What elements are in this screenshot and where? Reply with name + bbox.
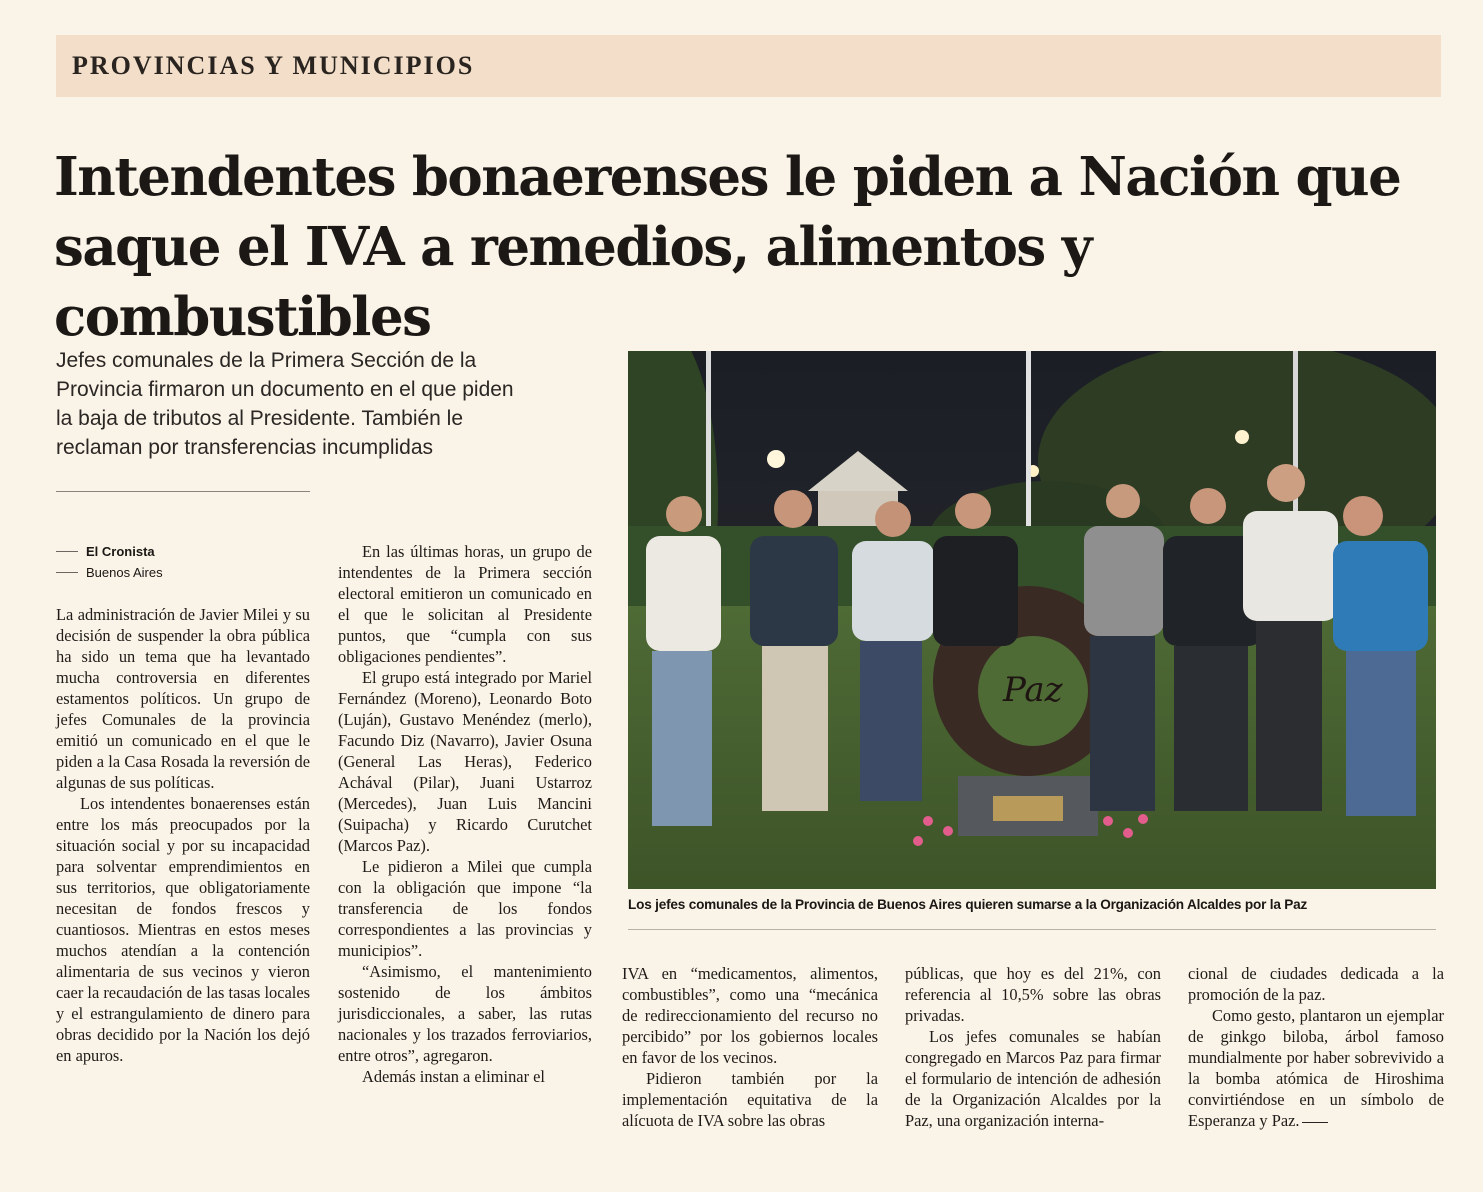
article-paragraph: Los jefes comunales se habían congregado en Marcos Paz para firmar el formulario de intención de adhesión de la Organización Alcaldes por la Paz, una organización interna- <box>905 1027 1161 1130</box>
lead-divider <box>56 491 310 492</box>
article-paragraph: La administración de Javier Milei y su decisión de suspender la obra pública ha sido un tema que ha levantado mucha controversia en diferentes estamentos políticos. Un grupo de jefes Comunales de la provincia emitió un comunicado en el que le piden a la Casa Rosada la reversión de algunas de sus políticas. <box>56 605 310 792</box>
article-column-2 <box>338 541 592 1087</box>
byline-dash <box>56 551 78 552</box>
article-paragraph: cional de ciudades dedicada a la promoción de la paz. <box>1188 964 1444 1004</box>
section-label: PROVINCIAS Y MUNICIPIOS <box>72 51 475 80</box>
article-paragraph-text: Como gesto, plantaron un ejemplar de ginkgo biloba, árbol famoso mundialmente por haber sobrevivido a la bomba atómica de Hiroshima convirtiéndose en un símbolo de Esperanza y Paz. <box>1188 1006 1444 1130</box>
section-header-bar <box>56 35 1441 97</box>
headline-line-2: saque el IVA a remedios, alimentos y combustibles <box>54 216 1092 348</box>
group-photo-illustration <box>628 351 1436 889</box>
article-paragraph: En las últimas horas, un grupo de intendentes de la Primera sección electoral emitieron un comunicado en el que le solicitan al Presidente puntos, que “cumpla con sus obligaciones pendientes”. <box>338 542 592 666</box>
lead-paragraph <box>56 346 576 462</box>
lead-line: la baja de tributos al Presidente. También le <box>56 407 464 430</box>
article-paragraph: El grupo está integrado por Mariel Fernández (Moreno), Leonardo Boto (Luján), Gustavo Menéndez (merlo), Facundo Diz (Navarro), Javier Osuna (General Las Heras), Federico Achával (Pilar), Juani Ustarroz (Mercedes), Juan Luis Mancini (Suipacha) y Ricardo Curutchet (Marcos Paz). <box>338 668 592 855</box>
article-column-3 <box>622 963 878 1131</box>
article-paragraph <box>1188 1005 1444 1131</box>
byline <box>56 541 163 583</box>
headline-line-1: Intendentes bonaerenses le piden a Nación que <box>54 146 1401 208</box>
sculpture-lettering: Paz <box>1003 670 1063 710</box>
article-paragraph: Además instan a eliminar el <box>362 1067 545 1086</box>
caption-divider <box>628 929 1436 930</box>
photo-caption: Los jefes comunales de la Provincia de Buenos Aires quieren sumarse a la Organización Alcaldes por la Paz <box>628 897 1308 912</box>
byline-location: Buenos Aires <box>86 565 163 580</box>
group-photo <box>628 351 1436 889</box>
article-paragraph: Le pidieron a Milei que cumpla con la obligación que impone “la transferencia de los fondos correspondientes a las provincias y municipios”. <box>338 857 592 960</box>
lead-line: Provincia firmaron un documento en el que piden <box>56 378 514 401</box>
headline <box>54 142 1454 352</box>
article-end-mark <box>1302 1122 1328 1123</box>
byline-dash <box>56 572 78 573</box>
article-column-5 <box>1188 963 1444 1131</box>
article-column-4 <box>905 963 1161 1131</box>
article-paragraph: IVA en “medicamentos, alimentos, combustibles”, como una “mecánica de redireccionamiento del recurso no percibido” por los gobiernos locales en favor de los vecinos. <box>622 964 878 1067</box>
article-paragraph: Pidieron también por la implementación equitativa de la alícuota de IVA sobre las obras <box>622 1069 878 1130</box>
byline-author: El Cronista <box>86 544 155 559</box>
lead-line: reclaman por transferencias incumplidas <box>56 436 434 459</box>
article-column-1 <box>56 604 310 1066</box>
article-paragraph: públicas, que hoy es del 21%, con referencia al 10,5% sobre las obras privadas. <box>905 964 1161 1025</box>
article-paragraph: Los intendentes bonaerenses están entre los más preocupados por la situación social y por su incapacidad para solventar emprendimientos en sus territorios, que obligatoriamente necesitan de fondos frescos y cuantiosos. Mientras en estos meses muchos atendían a la contención alimentaria de sus vecinos y vieron caer la recaudación de las tasas locales y el estrangulamiento de dinero para obras decidido por la Nación los dejó en apuros. <box>56 794 310 1065</box>
article-paragraph: “Asimismo, el mantenimiento sostenido de los ámbitos jurisdiccionales, a saber, las rutas nacionales y los trazados ferroviarios, entre otros”, agregaron. <box>338 962 592 1065</box>
lead-line: Jefes comunales de la Primera Sección de la <box>56 349 477 372</box>
